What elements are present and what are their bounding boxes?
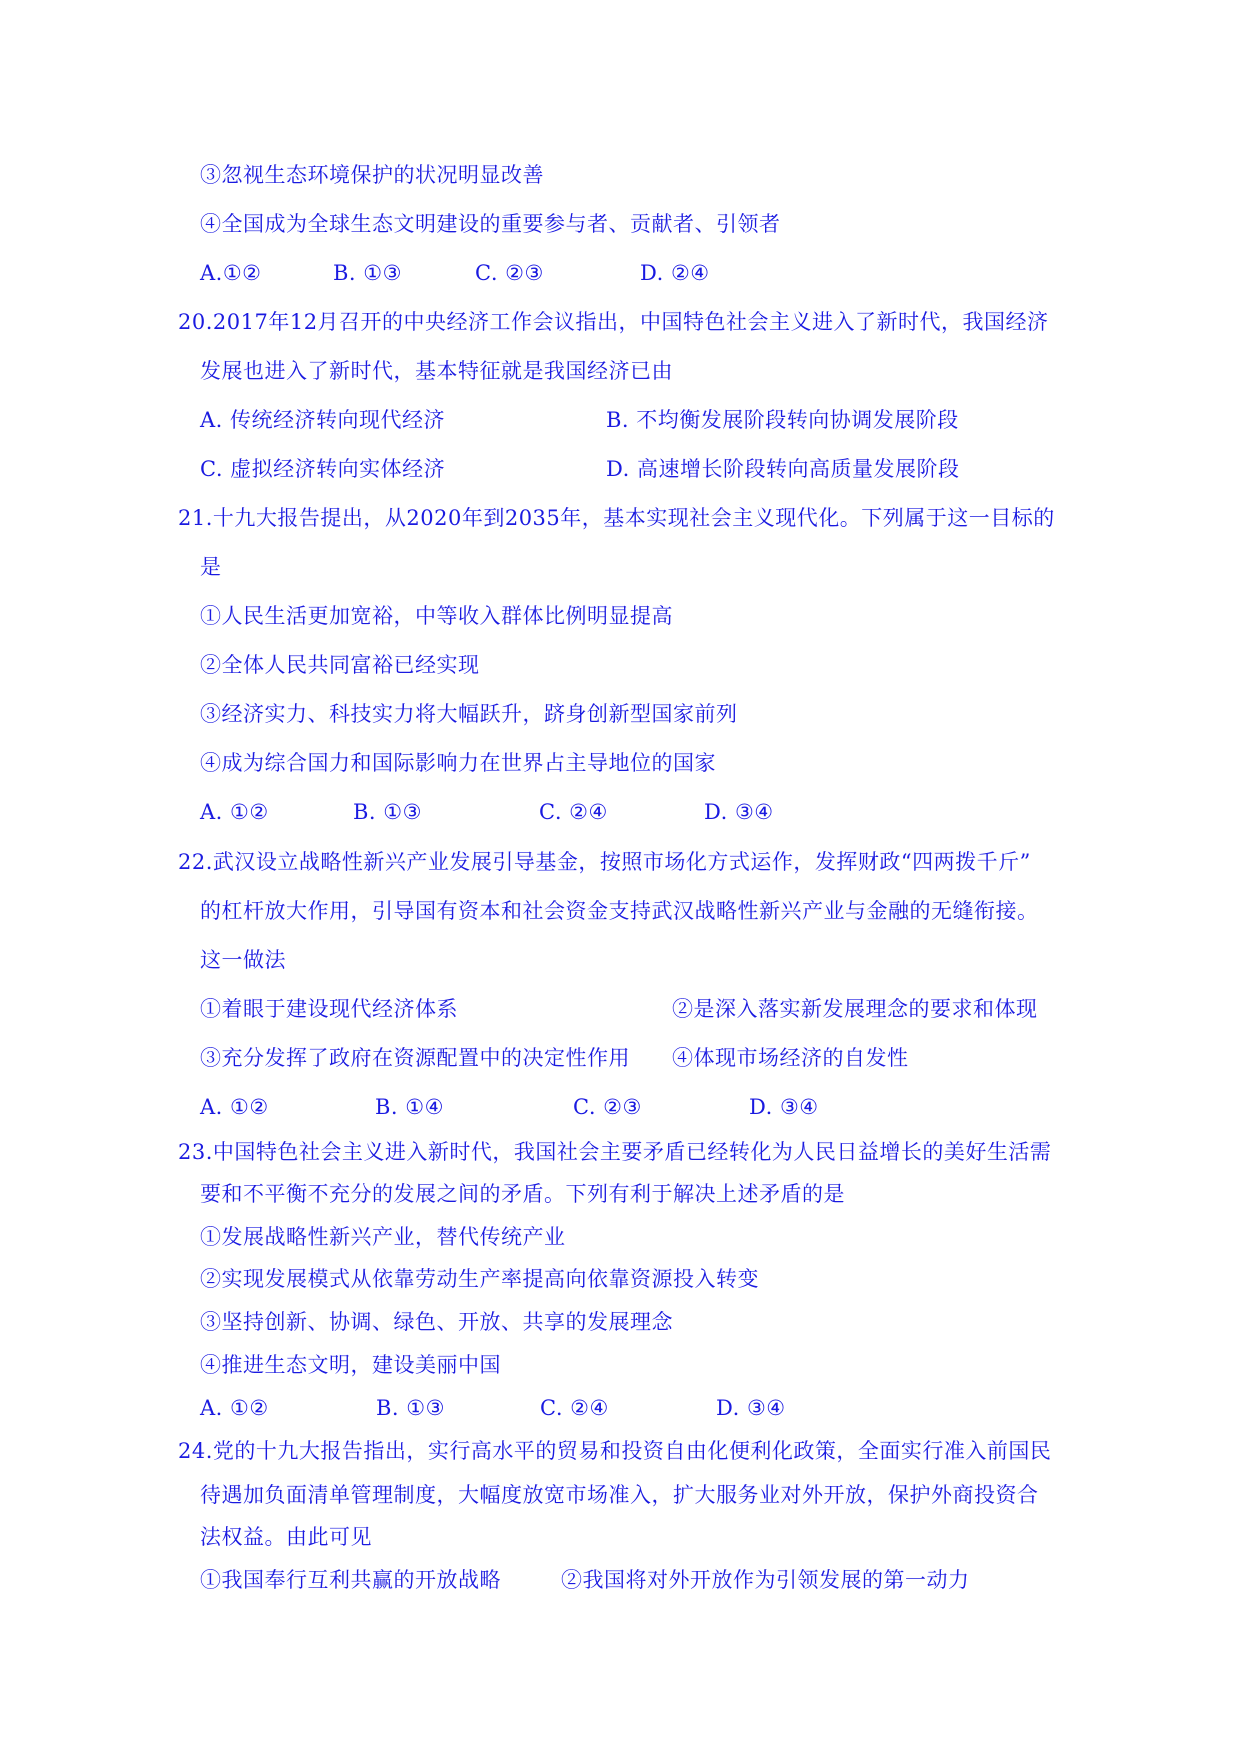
q23-option-c: C. ②④ [540, 1396, 609, 1420]
q20-option-d: D. 高速增长阶段转向高质量发展阶段 [606, 457, 960, 481]
q21-item-2: ②全体人民共同富裕已经实现 [200, 653, 480, 677]
q21-item-1: ①人民生活更加宽裕，中等收入群体比例明显提高 [200, 604, 673, 628]
q19-item-4: ④全国成为全球生态文明建设的重要参与者、贡献者、引领者 [200, 212, 781, 236]
q23-item-1: ①发展战略性新兴产业，替代传统产业 [200, 1225, 566, 1249]
q24-stem-line-2: 待遇加负面清单管理制度，大幅度放宽市场准入，扩大服务业对外开放，保护外商投资合 [200, 1483, 1039, 1507]
q22-items-row-2 [0, 1043, 1241, 1073]
q22-stem-line-1: 22.武汉设立战略性新兴产业发展引导基金，按照市场化方式运作，发挥财政“四两拨千斤” [178, 850, 1031, 874]
q24-item-1: ①我国奉行互利共赢的开放战略 [200, 1568, 501, 1592]
q22-item-4: ④体现市场经济的自发性 [672, 1046, 909, 1070]
q21-options [0, 797, 1241, 827]
q21-stem-line-2: 是 [200, 555, 222, 579]
q22-item-3: ③充分发挥了政府在资源配置中的决定性作用 [200, 1046, 630, 1070]
q21-option-c: C. ②④ [539, 800, 608, 824]
q19-option-b: B. ①③ [333, 261, 402, 285]
q20-stem-line-1: 20.2017年12月召开的中央经济工作会议指出，中国特色社会主义进入了新时代，我国经济 [178, 310, 1049, 334]
q21-option-a: A. ①② [200, 800, 269, 824]
q19-option-c: C. ②③ [475, 261, 544, 285]
q23-options [0, 1393, 1241, 1423]
q20-option-b: B. 不均衡发展阶段转向协调发展阶段 [606, 408, 959, 432]
q22-options [0, 1092, 1241, 1122]
q20-option-a: A. 传统经济转向现代经济 [200, 408, 446, 432]
q24-item-2: ②我国将对外开放作为引领发展的第一动力 [561, 1568, 970, 1592]
q20-options-row-1 [0, 405, 1241, 435]
q19-options [0, 258, 1241, 288]
q22-option-c: C. ②③ [573, 1095, 642, 1119]
q23-item-2: ②实现发展模式从依靠劳动生产率提高向依靠资源投入转变 [200, 1267, 759, 1291]
q19-option-a: A.①② [200, 261, 262, 285]
q19-option-d: D. ②④ [640, 261, 710, 285]
q21-option-d: D. ③④ [704, 800, 774, 824]
q22-option-b: B. ①④ [375, 1095, 444, 1119]
q21-option-b: B. ①③ [353, 800, 422, 824]
q22-stem-line-2: 的杠杆放大作用，引导国有资本和社会资金支持武汉战略性新兴产业与金融的无缝衔接。 [200, 899, 1039, 923]
q23-item-4: ④推进生态文明，建设美丽中国 [200, 1353, 501, 1377]
q22-item-1: ①着眼于建设现代经济体系 [200, 997, 458, 1021]
q22-option-a: A. ①② [200, 1095, 269, 1119]
q21-item-3: ③经济实力、科技实力将大幅跃升，跻身创新型国家前列 [200, 702, 738, 726]
q23-stem-line-2: 要和不平衡不充分的发展之间的矛盾。下列有利于解决上述矛盾的是 [200, 1182, 845, 1206]
q20-option-c: C. 虚拟经济转向实体经济 [200, 457, 446, 481]
q19-item-3: ③忽视生态环境保护的状况明显改善 [200, 163, 544, 187]
q22-stem-line-3: 这一做法 [200, 948, 286, 972]
q23-option-b: B. ①③ [376, 1396, 445, 1420]
q22-item-2: ②是深入落实新发展理念的要求和体现 [672, 997, 1038, 1021]
q23-item-3: ③坚持创新、协调、绿色、开放、共享的发展理念 [200, 1310, 673, 1334]
q24-items-row-1 [0, 1565, 1241, 1595]
q20-stem-line-2: 发展也进入了新时代，基本特征就是我国经济已由 [200, 359, 673, 383]
q24-stem-line-1: 24.党的十九大报告指出，实行高水平的贸易和投资自由化便利化政策，全面实行准入前国民 [178, 1439, 1052, 1463]
q23-stem-line-1: 23.中国特色社会主义进入新时代，我国社会主要矛盾已经转化为人民日益增长的美好生活需 [178, 1140, 1052, 1164]
q24-stem-line-3: 法权益。由此可见 [200, 1525, 372, 1549]
q21-stem-line-1: 21.十九大报告提出，从2020年到2035年，基本实现社会主义现代化。下列属于这一目标的 [178, 506, 1055, 530]
q22-items-row-1 [0, 994, 1241, 1024]
q20-options-row-2 [0, 454, 1241, 484]
q23-option-a: A. ①② [200, 1396, 269, 1420]
q21-item-4: ④成为综合国力和国际影响力在世界占主导地位的国家 [200, 751, 716, 775]
q22-option-d: D. ③④ [749, 1095, 819, 1119]
q23-option-d: D. ③④ [716, 1396, 786, 1420]
